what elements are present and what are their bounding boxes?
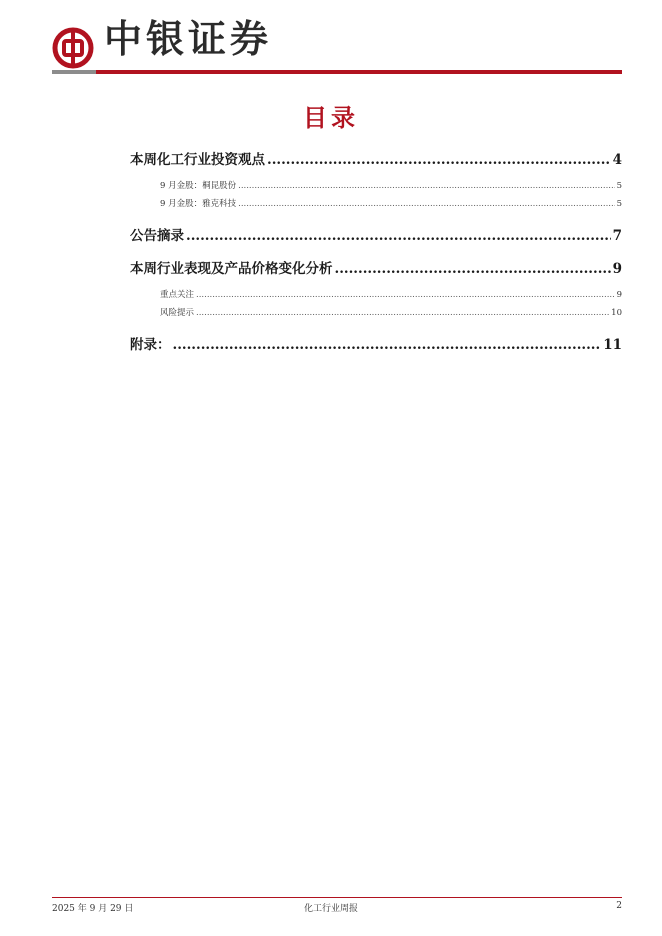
bank-of-china-logo-icon [52, 27, 94, 69]
toc-entry-page: 7 [612, 228, 622, 244]
toc-leader-dots [238, 199, 614, 209]
brand-name: 中银证券 [104, 16, 273, 61]
toc-leader-dots [173, 337, 602, 353]
toc-entry-label: 公告摘录 [130, 228, 184, 244]
toc-entry[interactable] [130, 288, 622, 300]
toc-entry-label: 风险提示 [160, 308, 195, 318]
toc-entry-page: 11 [603, 337, 622, 353]
toc-leader-dots [267, 152, 611, 168]
toc-entry-label: 本周行业表现及产品价格变化分析 [130, 261, 333, 277]
toc-entry-page: 9 [612, 261, 622, 277]
toc-entry[interactable] [130, 197, 622, 209]
toc-entry[interactable] [130, 306, 622, 318]
toc-entry-label: 附录： [130, 337, 171, 353]
toc-entry[interactable] [130, 333, 622, 351]
toc-leader-dots [238, 181, 614, 191]
table-of-contents [130, 142, 622, 351]
footer-date: 2025 年 9 月 29 日 [52, 904, 134, 914]
toc-entry-label: 9 月金股：桐昆股份 [160, 181, 237, 191]
header-rule-red [96, 70, 622, 74]
toc-leader-dots [335, 261, 611, 277]
toc-entry[interactable] [130, 179, 622, 191]
header-rule-gray [52, 70, 96, 74]
toc-entry-label: 重点关注 [160, 290, 195, 300]
toc-title: 目录 [303, 103, 359, 132]
toc-leader-dots [186, 228, 611, 244]
toc-entry-page: 10 [611, 308, 622, 318]
footer-page-number: 2 [616, 901, 622, 911]
toc-entry-label: 9 月金股：雅克科技 [160, 199, 237, 209]
footer-report-name: 化工行业周报 [303, 904, 358, 914]
toc-entry-page: 5 [616, 181, 622, 191]
toc-entry[interactable] [130, 148, 622, 166]
toc-entry-page: 4 [612, 152, 622, 168]
page-header [0, 0, 662, 80]
toc-entry[interactable] [130, 257, 622, 275]
toc-entry-label: 本周化工行业投资观点 [130, 152, 265, 168]
toc-leader-dots [196, 290, 615, 300]
toc-entry[interactable] [130, 224, 622, 242]
toc-entry-page: 9 [616, 290, 622, 300]
footer-rule [52, 897, 622, 898]
toc-entry-page: 5 [616, 199, 622, 209]
toc-leader-dots [196, 308, 609, 318]
